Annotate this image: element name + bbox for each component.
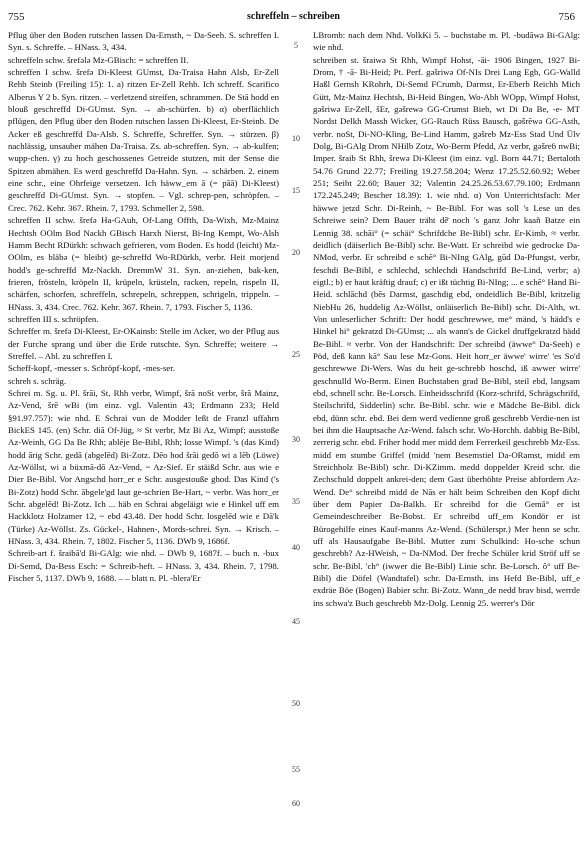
line-number: 45: [292, 617, 300, 626]
line-number: 5: [294, 41, 298, 50]
entry-paragraph: Scheff-kopf, -messer s. Schröpf-kopf, -mes-ser.: [8, 363, 175, 374]
right-column: [313, 29, 580, 847]
running-title: schreffeln – schreiben: [247, 11, 340, 22]
line-number: 25: [292, 350, 300, 359]
page-header: [0, 9, 587, 25]
entry-paragraph: schreffen I schw. šrefə Di-Kleest GUmst, Da-Traisa Hahn Alsb, Er-Zell Rehb Steinb (Freiling 15): 1. a) ritzen Er-Zell Rehb. Ich schreff. Scarifico Alberus Y 2 b. Syn. ritzen. – verletzend streifen, schrammen. De Stā hodd en blouß geschreffd Di-GUmst. Syn. → ab-schürfen. b) α) oberflächlich pflügen, den Pflug über den Boden rutschen lassen Di-Kleest, Er-Steinb. De Acker eß geschreffd Da-Alsb. S. Schreffe, Schreffer. Syn. → stürzen. β) nachlässig, unsauber mähen Da-Traisa. Zs. ab-schreffen. Syn. → ab-kulfen; wupp-chen. γ) zu hoch geschossenes Getreide stutzen, mit der Sense die Spitzen abmähen. Es werd geschreffd Da-Hahn. Syn. → schärben. 2. einem eine schr., eine Ohrfeige versetzen. Ich häww_em ā (= pāā) Di-Kleest) geschreffd Di-GUmst. Syn. → stopfen. – Vgl. schrep-pen, schröpfen. – Crec. 762. Kehr. 367. Rhein. 7, 1793. Schmeller 2, 598.: [8, 67, 279, 213]
entry-paragraph: schreffen III s. schröpfen.: [8, 313, 99, 324]
margin-line-numbers: [286, 29, 306, 847]
page-number-right: 756: [558, 11, 575, 23]
line-number: 55: [292, 765, 300, 774]
entry-paragraph: LBromb: nach dem Nhd. VolkKi 5. – buchstabe m. Pl. -budāwə Bi-GAlg: wie nhd.: [313, 30, 580, 53]
line-number: 15: [292, 186, 300, 195]
entry-paragraph: Pflug über den Boden rutschen lassen Da-Ernsth, ~ Da-Seeh. S. schreffen I. Syn. s. Schreffe. – HNass. 3, 434.: [8, 30, 279, 53]
line-number: 20: [292, 248, 300, 257]
line-number: 50: [292, 699, 300, 708]
entry-paragraph: schreffen II schw. šrefə Ha-GAuh, Of-Lang Offth, Da-Wixh, Mz-Mainz Hechtsh OOlm Bod Nackh GBisch Harxh Nierst, Bi-Ing Kempt, Wo-Alsh Hamm Becht RDürkh: schwach gefrieren, vom Boden. Es hodd (leicht) Mz-OOlm, es bläbə (= bleibt) ge-schreffd Wo-RDürkh, verbr. Heit morjend hodd's ge-schreffd Mz-Nackh. DremmW 31. Syn. an-ziehen, bak-ken, frieren, frösteln, kröpeln II, krüpeln, krüsteln, racken, repeln, rispeln II, schärfen, schorfen, schreffeln, schrepeln, schreppen, schrigeln, trippeln. – HNass. 3, 434. Crec. 762. Kehr. 367. Rhein. 7, 1793. Fischer 5, 1136.: [8, 215, 279, 312]
left-column: [8, 29, 279, 847]
line-number: 60: [292, 799, 300, 808]
line-number: 35: [292, 497, 300, 506]
entry-paragraph: schreiben st. šraiwə St Rhh, Wimpf Hohst, -āi- 1906 Bingen, 1927 Bi-Drom, † -ā- Bi-Heid; Pt. Perf. gəšriwə Of-NIs Drei Lang Egb, GG-Walld Haßl Gernsh KRohrh, Di-Semd FCrumb, Darmst, Er-Eberb Reichh Mich Gütt, Mz-Mainz Hechtsh, Bi-Heid Bingen, Wo-Abh WOpp, Wimpf Hohst, gəšriwə Er-Zell, šEr, gəšrewə GG-Crumst Bieb, wt Di Da Be, -e- MT Nordst Delkh Massh Wicker, GG-Rauch Rüss Bausch, gəšrēwə GG-Asth, verbr. noSt, Di-NO-Kling, Be-Lind Hamm, gəšreb Mz-Ess Stad Und Ülv Dolg, Bi-GAlg Drom NHilb Zotz, Wo-Berm Pfedd, Az verbr, gəšreɓ nwBi; Imper. šraib St Rhh, šrewə Di-Kleest (im einz. vgl. Born 44.71; Bertaloth 54.76 Grund 22.77; Freiling 19.27.58.204; Wenz 17.25.52.60.92; Weber 251; Seibt 22.60; Bauer 32; Valentin 24.25.26.53.67.79.100; Erdmann 172.245.249; Bescher 18.39): 1. wie nhd. α) Von Unterrichtsfach: Mer häwwe jetzd Schr. Di-Reinh, ~ Be-Bibl. For was soll 's Lese un des Schreiwe sein? Dem Bauer träht dē̄ noch 's ganz Johr kaañ Batze ein Lennig 38. schāi° (= schäi° Schrifdche Be-Bibl) schr. Er-Kimb, ≈ verbr. deidlich (däiserlich Be-Bibl) schr. Be-Watt. Er schreibd wie gedrocke Da-NMod, verbr. Er schreibd e schē° Bi-NIng GAlg, gūd Da-Pfungst, verbr, feschdi Be-Bibl, e schlechd, schlechdi Handschrifd Be-Lind, verbr; a) eigtl.; b) er haut kräftig drauf; c) er ißt tüchtig Bi-NIng; ... e schē° Hand Bi-Heid. schlāchd (bēs Darmst, gaschdig ebd, ondeidlich Be-Bibl, kritzelig NiebHu 26, huddelig Az-Wöllst, onläiserlich Be-Bibl) schr. Di-Alth, wt. Von unleserlicher Schrift: Der hodd geschrewwe, me° mänd, 's hädd's e Hinkel hi° gekratzd Di-GUmst; ... als wann's de Gickel druffgekratzd hädd Be-Bibl. ≈ verbr. Von der Handschrift: Der schreibd (äwwe° Da-Seeh) e Pöd, deß kann kā° Sau lese Mz-Gons. Heit horr_er äwwe' wirre' 'es So'd geschrewwe Di-Wers. Was du heit ge-schrebb hoschd, iß awwer wirre' geschnulld Wo-Berm. Einen Buchstaben grad Be-Bibl, steil ebd, langsam ebd, schnell schr. Be-Lorsch. Einheidsschrifd (Korz-schrifd, Schrägschrifd, Steilschrifd, Sidderlin) schr. Be-Bibl. schr. wie e Mädche Be-Bibl. dick ebd, dünn schr. ebd. Bei dem werd vedienne groß geschrebb Verdie-nen ist bei ihm die Hauptsache Az-Wend. falsch schr. Wo-Horchh. dabbig Be-Bibl, zerrerig schr. ebd. Friher hodd mer midd dem Ferrerkeil geschrebb Mz-Ess. midd em stumbe Griffel (midd 'nem Besemstiel Da-ORamst, midd em Streichholz Be-Bibl) schr. Di-KZimm. medd doppelder Kreid schr. die Zechschuld doppelt ankrei-den; dem Gast überhöhte Preise abfordern Az-Wend. De° schreibd midd de Nās er hält beim Schreiben den Kopf dicht über dem Papier Da-Balkh. Er schreibd for die Gemā° er ist Gemeindeschreiber Be-Bobst. Er schreibd uff_em Kondör er ist Bürogehilfe eines Kauf-manns Az-Wend. (Schülerspr.) Mer henn se schr. uff als Hausaufgabe Be-Bibl. Mutter zum Schulkind: Ho-sche schun geschrebb? Az-HWeish, ~ Da-NMod. Der freche Schüler krid Ströf uff se schr. Be-Bibl. 'ch° (iwwer die Be-Bibl) Linie schr. Be-Lorsch. ô° uff Be-Bibl) die Döfel (Wandtafel) schr. Da-Ernsth. ins Hefd Be-Bibl, uff_e exdräe Böe (Bogen) Babier schr. Bi-Zotz. Wann_de nedd brav bisd, werrde ins schwa'z Buch geschrebb Mz-Dolg. Lennig 25. werrer's Dör: [313, 54, 580, 608]
entry-paragraph: schreh s. schräg.: [8, 375, 67, 386]
line-number: 40: [292, 543, 300, 552]
entry-paragraph: schreffeln schw. šrefələ Mz-GBisch: = schreffen II.: [8, 54, 189, 65]
line-number: 30: [292, 435, 300, 444]
page-number-left: 755: [8, 11, 25, 23]
line-number: 10: [292, 134, 300, 143]
entry-paragraph: Schreffer m. šrefə Di-Kleest, Er-OKainsb: Stelle im Acker, wo der Pflug aus der Furche sprang und über die Erde rutschte. Syn. Schreffe; weitere → Streffel. – Abl. zu schreffen I.: [8, 326, 279, 361]
entry-paragraph: Schreib-art f. šraibā'd Bi-GAlg: wie nhd. – DWb 9, 1687f. – buch n. -bux Di-Semd, Da-Bess Esch: = Schreib-heft. – HNass. 3, 434. Rhein. 7, 1798. Fischer 5, 1137. DWb 9, 1688. – – blatt n. Pl. -blerə'Er: [8, 548, 279, 584]
entry-paragraph: Schrei m. Sg. u. Pl. šrāi, St, Rhh verbr, Wimpf, šrā noSt verbr, šrā Mainz, Az-Vend, šrē wBi (im einz. vgl. Valentin 43; Erdmann 233; Held §91.97.757): wie nhd. E Schrai vun de Modder leßt de Franzl uffahrn BickES 145. (en) Schr. diā Of-Jüg, ≈ St verbr, Mz Bi Az, Wimpf; ausstoße Az-Weinh, GG Da Be Rhh; abléje Be-Bibl, Rhh; losse Wimpf. 's (das Kind) hodd ārig Schr. gedā (abgelēd) Bi-Zotz. Dēo hod šrāi gedō wi a lēb (Löwe) Az-Wöllst, wi a büxmā-dō Az-Vend, ~ Az-Sief. Er stäißd Schr. aus wie e Dier Be-Bibl. Vor Angschd horr_er e Schr. ausgestouße ghod. Das Kind ('s Bi-Zotz) hodd Schr. ābgele'gd laut ge-schrien Be-Hart, ~ verbr. Was horr_er Schr. abgelēd! Bi-Zotz. Ich ... häb en Schrai abgeläigt wie e Hinkel uff em Hackklotz Holzamer 12, ~ ebd 43.48. Der hodd Schr. losgelēd wie e Dā'k (Türke) Az-Wöllst. Zs. Gückel-, Hahnen-, Mords-schrei. Syn. → Krisch. – HNass. 3, 434. Rhein. 7, 1802. Fischer 5, 1136. DWb 9, 1686f.: [8, 387, 279, 547]
